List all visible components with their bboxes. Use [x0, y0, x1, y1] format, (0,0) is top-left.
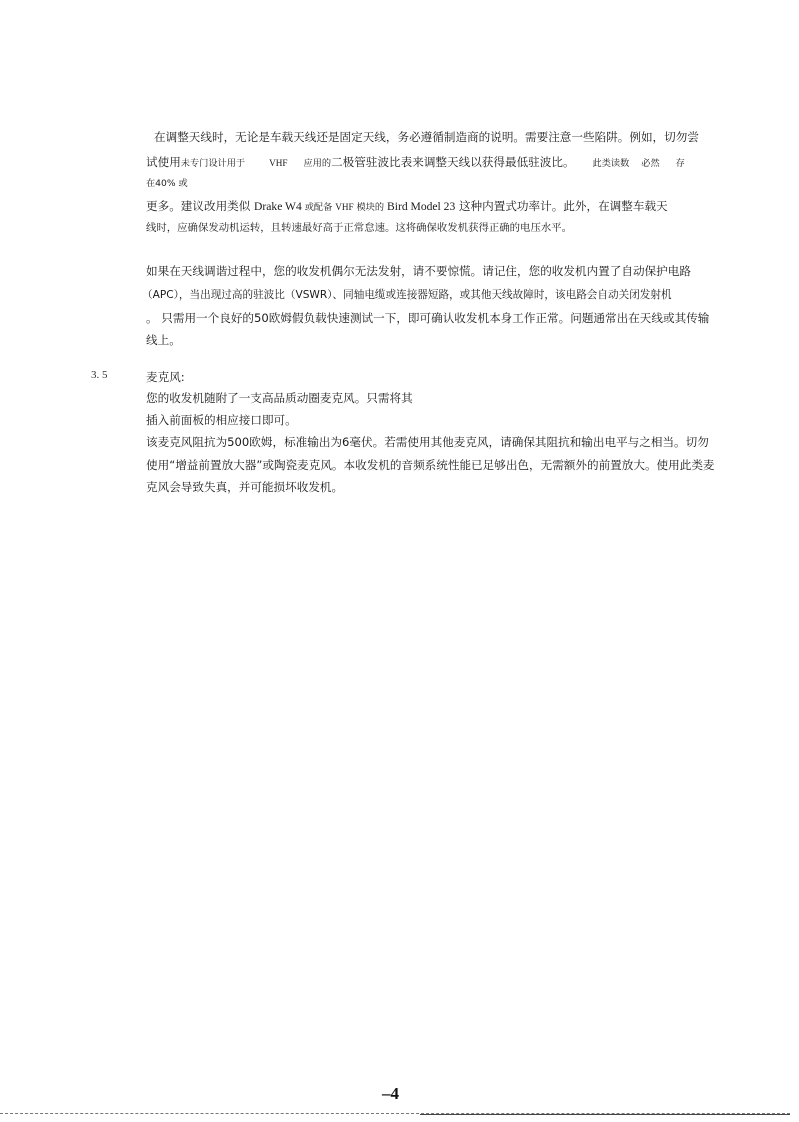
section-line3: 该麦克风阻抗为500欧姆，标准输出为6毫伏。若需使用其他麦克风，请确保其阻抗和输出电平与之相当。切勿 — [146, 435, 709, 449]
para1-line4 — [146, 198, 668, 216]
section-line4: 使用“增益前置放大器”或陶瓷麦克风。本收发机的音频系统性能已足够出色，无需额外的前置放大。使用此类麦 — [146, 458, 715, 472]
section-title: 麦克风: — [146, 370, 185, 384]
para1-line4-a: 更多。建议改用类似 — [146, 199, 255, 213]
para1-line4-d: VHF — [335, 202, 354, 212]
section-line2: 插入前面板的相应接口即可。 — [146, 413, 297, 427]
para1-line2-c: VHF — [269, 158, 288, 168]
para1-line2 — [146, 154, 685, 172]
para1-line2-e: 二极管驻波比表来调整天线以获得最低驻波比。 — [331, 155, 575, 169]
para1-line5: 线时，应确保发动机运转，且转速最好高于正常怠速。这将确保收发机获得正确的电压水平。 — [146, 222, 573, 234]
footer-rule-accent — [420, 1114, 790, 1115]
para1-line1: 在调整天线时，无论是车载天线还是固定天线，务必遵循制造商的说明。需要注意一些陷阱。例如，切勿尝 — [154, 130, 699, 144]
para2-line4: 线上。 — [146, 333, 181, 347]
para1-line4-b: Drake W4 — [254, 200, 302, 213]
para2-line3: 。 只需用一个良好的50欧姆假负载快速测试一下，即可确认收发机本身工作正常。问题通常出在天线或其传输 — [146, 311, 710, 325]
page-number: –4 — [382, 1084, 399, 1103]
para1-line2-h: 存 — [675, 158, 685, 169]
para2-line1: 如果在天线调谐过程中，您的收发机偶尔无法发射，请不要惊慌。请记住，您的收发机内置了自动保护电路 — [146, 264, 691, 278]
para1-line2-a: 试使用 — [146, 155, 181, 169]
para1-line3: 在40% 或 — [146, 178, 188, 189]
para1-line4-c: 或配备 — [301, 202, 336, 213]
section-line1: 您的收发机随附了一支高品质动圈麦克风。只需将其 — [146, 391, 413, 405]
section-line5: 克风会导致失真，并可能损坏收发机。 — [146, 480, 344, 494]
para1-line4-g: 这种内置式功率计。此外，在调整车载天 — [455, 199, 668, 213]
para1-line4-f: Bird Model 23 — [387, 200, 456, 213]
para1-line2-b: 未专门设计用于 — [180, 158, 246, 169]
para1-line2-d: 应用的 — [303, 158, 332, 169]
para2-line2: （APC），当出现过高的驻波比（VSWR）、同轴电缆或连接器短路，或其他天线故障时，该电路会自动关闭发射机 — [142, 289, 672, 301]
para1-line2-g: 必然 — [641, 158, 660, 169]
section-number: 3. 5 — [91, 369, 108, 381]
para1-line2-f: 此类读数 — [592, 158, 630, 169]
para1-line4-e: 模块的 — [353, 202, 387, 213]
